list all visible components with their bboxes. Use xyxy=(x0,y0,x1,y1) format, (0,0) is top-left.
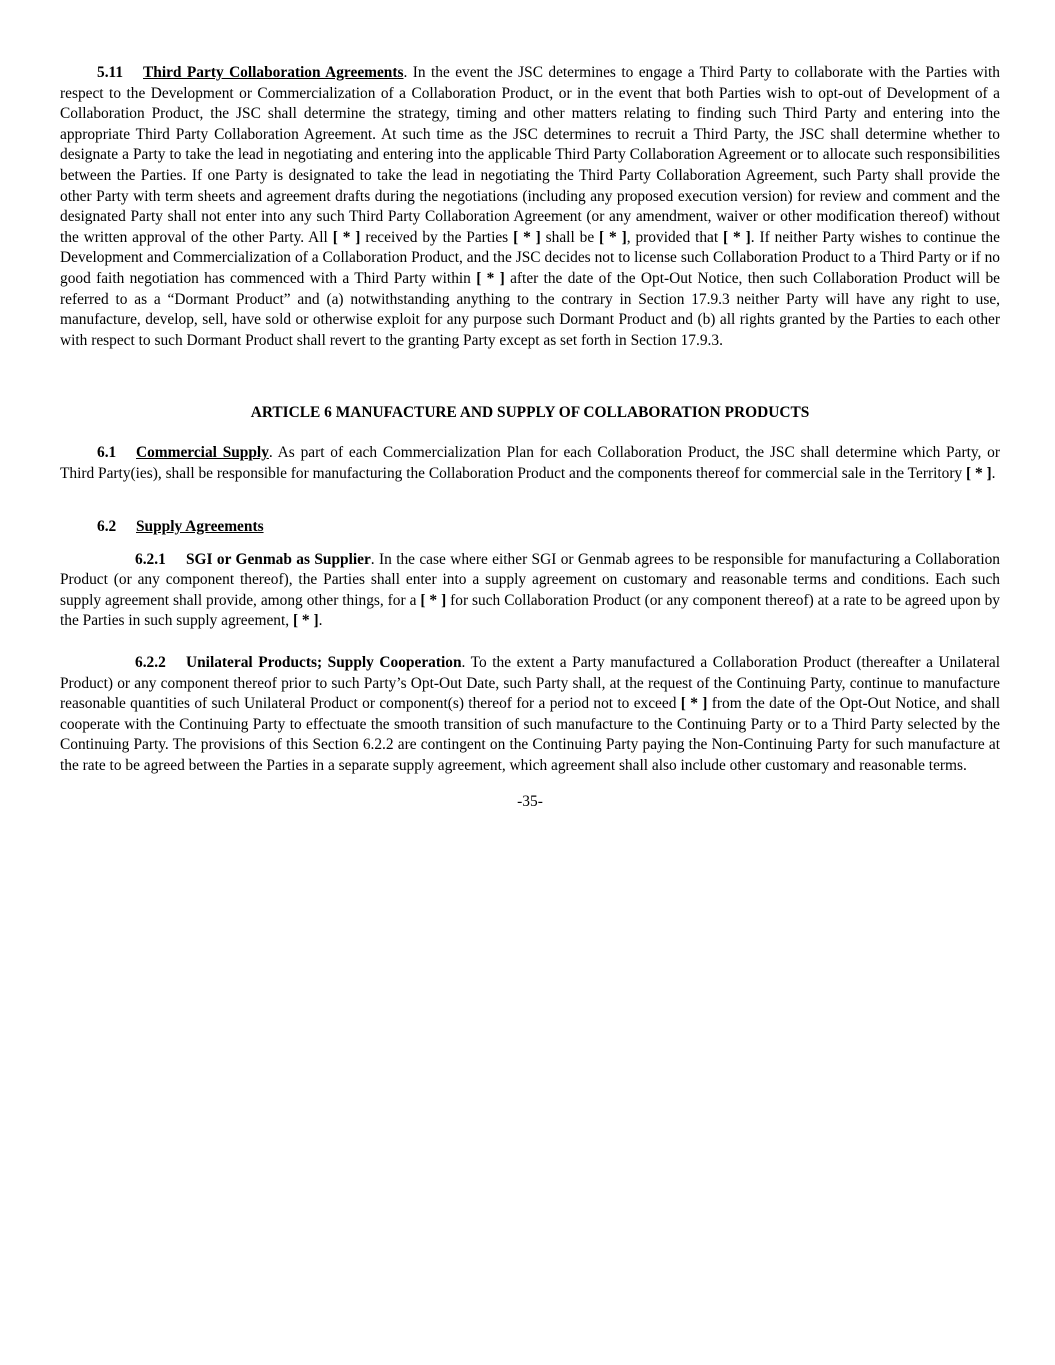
article-6-heading: ARTICLE 6 MANUFACTURE AND SUPPLY OF COLLABORATION PRODUCTS xyxy=(250,404,810,422)
section-6-2-number: 6.2 xyxy=(97,518,117,536)
section-5-11-number: 5.11 xyxy=(97,64,124,81)
section-6-2-title: Supply Agreements xyxy=(136,518,264,536)
section-6-1-text-1: . As part of each Commercialization Plan for each Collaboration Product, the JSC shall determine which Party, or Third Party(ies), shall be responsible for manufacturing the Collaboration Product and the components thereof for commercial sale in the Territory xyxy=(60,443,1000,482)
section-6-2-2-text-2: from the date of the Opt-Out Notice, and shall cooperate with the Continuing Party to effectuate the smooth transition of such manufacture to the Continuing Party or to a Third Party selected by the Continuing Party. The provisions of this Section 6.2.2 are contingent on the Continuing Party paying the Non-Continuing Party for such manufacture at the rate to be agreed between the Parties in a separate supply agreement, which agreement shall also include other customary and reasonable terms. xyxy=(60,695,1000,775)
section-6-1-number: 6.1 xyxy=(97,443,117,461)
section-6-2-1-text-1: . In the case where either SGI or Genmab agrees to be responsible for manufacturing a Collaboration Product (or any component thereof), the Parties shall enter into a supply agreement on customary and reasonable terms and conditions. Each such supply agreement shall provide, among other things, for a xyxy=(60,550,1000,609)
section-6-1-title: Commercial Supply xyxy=(136,443,269,461)
section-6-2 xyxy=(60,517,1000,538)
redaction-mark: [ * ] xyxy=(680,695,708,713)
redaction-mark: [ * ] xyxy=(292,612,319,630)
section-6-2-1-text-3: . xyxy=(318,612,323,630)
section-5-11-text-1: . In the event the JSC determines to engage a Third Party to collaborate with the Parties with respect to the Development or Commercialization of a Collaboration Product, or in the event that both Parties wish to opt-out of Development of a Collaboration Product, the JSC shall determine the strategy, timing and other matters relating to finding such Third Party and entering into the appropriate Third Party Collaboration Agreement. At such time as the JSC determines to recruit a Third Party, the JSC shall determine whether to designate a Party to take the lead in negotiating and entering into the applicable Third Party Collaboration Agreement or to allocate such responsibilities between the Parties. If one Party is designated to take the lead in negotiating the Third Party Collaboration Agreement, such Party shall provide the other Party with term sheets and agreement drafts during the negotiations (including any proposed execution version) for review and comment and the designated Party shall not enter into any such Third Party Collaboration Agreement (or any amendment, waiver or other modification thereof) without the written approval of the other Party. All xyxy=(60,64,1000,246)
section-5-11-text-6: after the date of the Opt-Out Notice, then such Collaboration Product will be referred to as a “Dormant Product” and (a) notwithstanding anything to the contrary in Section 17.9.3 neither Party will have any right to use, manufacture, develop, sell, have sold or otherwise exploit for any purpose such Dormant Product and (b) all rights granted by the Parties to each other with respect to such Dormant Product shall revert to the granting Party except as set forth in Section 17.9.3. xyxy=(60,269,1000,349)
section-6-2-2-text-1: . To the extent a Party manufactured a Collaboration Product (thereafter a Unilateral Product) or any component thereof prior to such Party’s Opt-Out Date, such Party shall, at the request of the Continuing Party, continue to manufacture reasonable quantities of such Unilateral Product or component(s) thereof for a period not to exceed xyxy=(60,654,1000,713)
section-6-2-2-title: Unilateral Products; Supply Cooperation xyxy=(186,654,462,672)
section-6-1 xyxy=(60,443,1000,484)
redaction-mark: [ * ] xyxy=(599,228,627,246)
redaction-mark: [ * ] xyxy=(966,464,992,482)
section-6-2-1-title: SGI or Genmab as Supplier xyxy=(186,550,371,568)
redaction-mark: [ * ] xyxy=(420,591,447,609)
section-6-2-1-number: 6.2.1 xyxy=(135,550,166,568)
redaction-mark: [ * ] xyxy=(513,228,541,246)
section-6-2-1-text-2: for such Collaboration Product (or any component thereof) at a rate to be agreed upon by the Parties in such supply agreement, xyxy=(60,591,1000,630)
redaction-mark: [ * ] xyxy=(332,228,361,246)
redaction-mark: [ * ] xyxy=(476,269,505,287)
section-5-11 xyxy=(60,63,1000,351)
document-page xyxy=(60,63,1000,812)
section-6-1-text-2: . xyxy=(991,464,996,482)
section-6-2-1 xyxy=(60,550,1000,632)
section-5-11-text-4: , provided that xyxy=(626,228,724,246)
section-6-2-2 xyxy=(60,653,1000,777)
section-5-11-text-5: . If neither Party wishes to continue the Development and Commercialization of a Collaboration Product, and the JSC decides not to license such Collaboration Product to a Third Party or if no good faith negotiation has commenced with a Third Party within xyxy=(60,228,1000,287)
section-6-2-2-number: 6.2.2 xyxy=(135,654,166,672)
redaction-mark: [ * ] xyxy=(723,228,751,246)
section-5-11-text-3: shall be xyxy=(540,228,600,246)
page-number: -35- xyxy=(517,792,543,810)
section-5-11-title: Third Party Collaboration Agreements xyxy=(143,64,404,81)
section-5-11-text-2: received by the Parties xyxy=(360,228,514,246)
